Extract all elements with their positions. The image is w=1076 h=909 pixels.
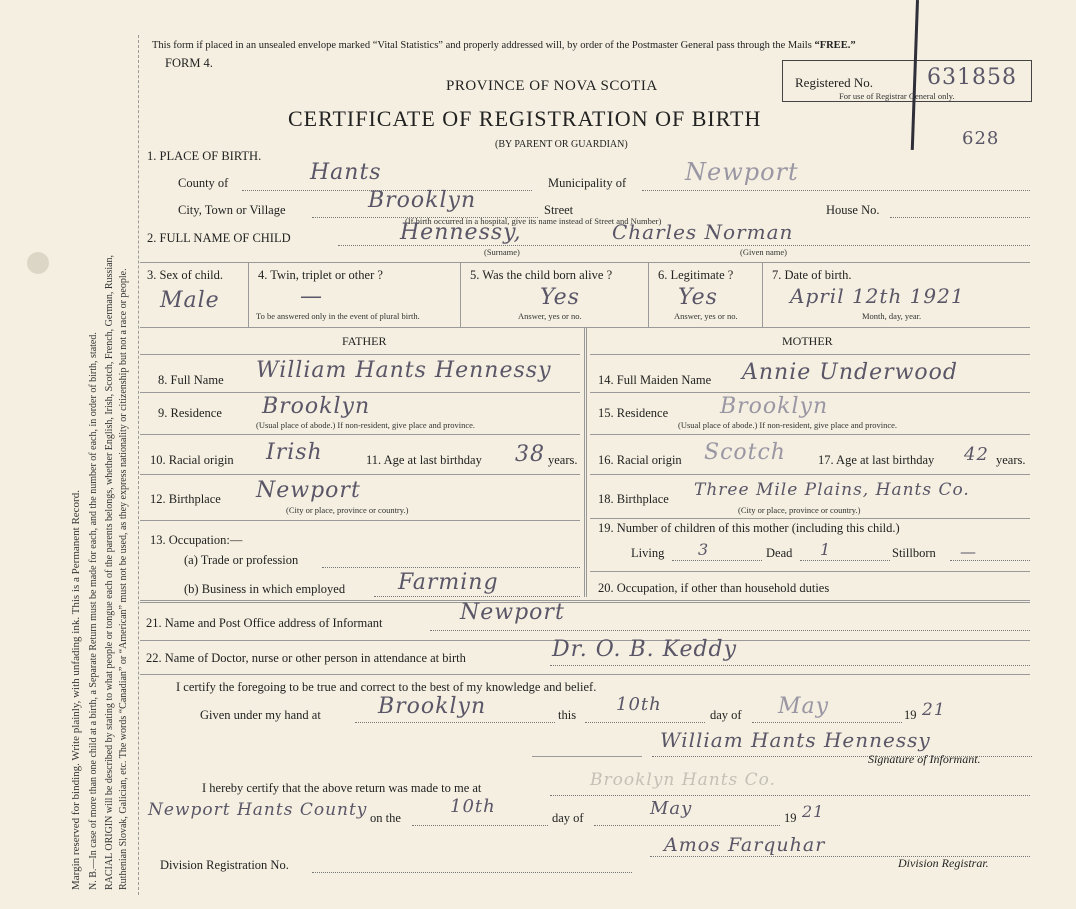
living-line	[672, 560, 762, 561]
father-row-rule-3	[140, 474, 580, 475]
detail-divider-4	[762, 262, 763, 327]
mother-residence-value: Brooklyn	[720, 394, 829, 419]
mother-racial-label: 16. Racial origin	[598, 453, 682, 467]
father-birthplace-value: Newport	[256, 478, 361, 503]
mother-racial-value: Scotch	[704, 440, 786, 465]
registrar-signature: Amos Farquhar	[664, 834, 826, 856]
father-residence-value: Brooklyn	[262, 394, 371, 419]
registrar-day-line	[412, 825, 548, 826]
given-month-line	[752, 722, 902, 723]
dob-value: April 12th 1921	[790, 284, 965, 308]
informant-signature: William Hants Hennessy	[660, 728, 931, 752]
doctor-line	[550, 665, 1030, 666]
certificate-subtitle: (BY PARENT OR GUARDIAN)	[495, 139, 628, 150]
municipality-line	[642, 190, 1030, 191]
postal-notice-text: This form if placed in an unsealed envelope marked “Vital Statistics” and properly addressed will, by order of the Postmaster General pass through the Mails	[152, 40, 812, 51]
mother-birthplace-note: (City or place, province or country.)	[738, 505, 861, 515]
dead-line	[800, 560, 890, 561]
registrar-year-suffix: 21	[802, 802, 825, 821]
legitimate-label: 6. Legitimate ?	[658, 268, 734, 282]
father-birthplace-label: 12. Birthplace	[150, 492, 221, 506]
given-under-label: Given under my hand at	[200, 708, 321, 722]
detail-divider-1	[248, 262, 249, 327]
house-number-line	[890, 217, 1030, 218]
corner-number: 628	[962, 128, 1000, 149]
twin-value: —	[300, 284, 323, 309]
father-business-line	[374, 596, 580, 597]
living-value: 3	[698, 540, 710, 559]
living-label: Living	[631, 546, 665, 560]
mother-age-value: 42	[964, 444, 989, 465]
alive-note: Answer, yes or no.	[518, 311, 582, 321]
mother-children-label: 19. Number of children of this mother (including this child.)	[598, 521, 900, 535]
city-label: City, Town or Village	[178, 203, 286, 217]
county-value: Hants	[310, 160, 382, 185]
county-label: County of	[178, 176, 229, 190]
legitimate-note: Answer, yes or no.	[674, 311, 738, 321]
signature-caption: Signature of Informant.	[868, 752, 981, 766]
row-divider-1	[140, 262, 1030, 263]
alive-value: Yes	[540, 285, 580, 310]
given-day-line	[585, 722, 705, 723]
twin-note: To be answered only in the event of plural birth.	[256, 311, 420, 321]
father-occupation-label: 13. Occupation:—	[150, 533, 243, 547]
father-heading-rule	[140, 354, 580, 355]
registrar-day-value: 10th	[450, 796, 496, 817]
mother-heading-rule	[590, 354, 1030, 355]
mother-name-value: Annie Underwood	[742, 360, 959, 385]
given-year-prefix: 19	[904, 708, 917, 722]
mother-occupation-label: 20. Occupation, if other than household duties	[598, 581, 830, 595]
alive-label: 5. Was the child born alive ?	[470, 268, 613, 282]
surname-caption: (Surname)	[484, 247, 520, 257]
street-label: Street	[544, 203, 574, 217]
mother-birthplace-value: Three Mile Plains, Hants Co.	[694, 480, 970, 500]
row-divider-3	[140, 600, 1030, 603]
child-surname-value: Hennessy,	[400, 220, 522, 245]
father-racial-value: Irish	[266, 440, 323, 465]
father-row-rule-4	[140, 520, 580, 521]
father-row-rule-1	[140, 392, 580, 393]
father-name-label: 8. Full Name	[158, 373, 224, 387]
stillborn-label: Stillborn	[892, 546, 936, 560]
registered-label: Registered No.	[795, 75, 873, 90]
registrar-month-value: May	[650, 798, 693, 819]
detail-divider-2	[460, 262, 461, 327]
punch-hole	[27, 252, 49, 274]
detail-divider-3	[648, 262, 649, 327]
row-divider-5	[140, 674, 1030, 675]
given-place-line	[355, 722, 555, 723]
street-note: (If birth occurred in a hospital, give its name instead of Street and Number)	[405, 216, 662, 226]
division-number-line	[312, 872, 632, 873]
registrar-on-the-label: on the	[370, 811, 401, 825]
binding-margin-rule	[138, 35, 139, 895]
municipality-value: Newport	[685, 158, 799, 186]
informant-value: Newport	[460, 600, 565, 625]
mother-residence-label: 15. Residence	[598, 406, 669, 420]
sex-label: 3. Sex of child.	[147, 268, 224, 282]
certify-statement: I certify the foregoing to be true and correct to the best of my knowledge and belief.	[176, 680, 597, 694]
doctor-value: Dr. O. B. Keddy	[552, 637, 738, 662]
form-number: FORM 4.	[165, 56, 213, 70]
father-racial-label: 10. Racial origin	[150, 453, 234, 467]
postal-notice	[152, 40, 856, 51]
parent-column-divider	[584, 327, 587, 597]
given-year-suffix: 21	[922, 700, 946, 720]
side-note-racial-1: RACIAL ORIGIN will be described by stating to what people or tongue each of the parents belongs, whether English, Irish, Scotch, French, German, Russian,	[104, 254, 115, 890]
registrar-month-line	[594, 825, 780, 826]
mother-name-label: 14. Full Maiden Name	[598, 373, 712, 387]
child-given-value: Charles Norman	[612, 220, 794, 244]
side-note-racial-2: Ruthenian Slovak, Galician, etc. The words “Canadian” or “American” must not be used, as they express nationality or citizenship but not a race or people.	[118, 268, 129, 890]
municipality-label: Municipality of	[548, 176, 627, 190]
house-number-label: House No.	[826, 203, 880, 217]
registrar-place-value: Newport Hants County	[148, 800, 368, 820]
dob-note: Month, day, year.	[862, 311, 922, 321]
side-note-margin: Margin reserved for binding. Write plainly, with unfading ink. This is a Permanent Record.	[70, 490, 82, 890]
father-age-label: 11. Age at last birthday	[366, 453, 482, 467]
father-heading: FATHER	[342, 334, 387, 348]
given-day-of-label: day of	[710, 708, 742, 722]
division-number-label: Division Registration No.	[160, 858, 289, 872]
postal-notice-free: “FREE.”	[814, 40, 856, 51]
city-value: Brooklyn	[368, 188, 477, 213]
province-heading: PROVINCE OF NOVA SCOTIA	[446, 78, 658, 94]
legitimate-value: Yes	[678, 285, 718, 310]
doctor-label: 22. Name of Doctor, nurse or other person in attendance at birth	[146, 651, 466, 665]
registered-number-box	[782, 60, 1032, 102]
division-registrar-label: Division Registrar.	[898, 856, 989, 870]
mother-row-rule-3	[590, 474, 1030, 475]
registered-number: 631858	[927, 65, 1017, 90]
registrar-faded-place: Brooklyn Hants Co.	[590, 770, 776, 790]
father-trade-label: (a) Trade or profession	[184, 553, 299, 567]
child-name-label: 2. FULL NAME OF CHILD	[147, 231, 291, 245]
dead-value: 1	[820, 540, 832, 559]
father-trade-line	[322, 567, 580, 568]
father-years-label: years.	[548, 453, 578, 467]
stillborn-value: —	[960, 542, 977, 561]
dob-label: 7. Date of birth.	[772, 268, 852, 282]
registrar-day-of-label: day of	[552, 811, 584, 825]
mother-row-rule-2	[590, 434, 1030, 435]
given-month-value: May	[778, 694, 830, 719]
this-label: this	[558, 708, 577, 722]
short-rule	[532, 756, 642, 757]
father-residence-label: 9. Residence	[158, 406, 222, 420]
father-name-value: William Hants Hennessy	[256, 358, 552, 383]
father-row-rule-2	[140, 434, 580, 435]
informant-line	[430, 630, 1030, 631]
registrar-year-prefix: 19	[784, 811, 797, 825]
father-age-value: 38	[515, 442, 545, 467]
mother-years-label: years.	[996, 453, 1026, 467]
certificate-title: CERTIFICATE OF REGISTRATION OF BIRTH	[288, 106, 762, 131]
mother-row-rule-5	[590, 571, 1030, 572]
child-name-line	[338, 245, 1030, 246]
twin-label: 4. Twin, triplet or other ?	[258, 268, 383, 282]
father-business-label: (b) Business in which employed	[184, 582, 346, 596]
sex-value: Male	[160, 288, 220, 313]
given-name-caption: (Given name)	[740, 247, 787, 257]
place-of-birth-label: 1. PLACE OF BIRTH.	[147, 149, 262, 163]
side-note-nb: N. B.—In case of more than one child at a birth, a Separate Return must be made for each, and the number of each, in order of birth, stated.	[88, 332, 99, 890]
registrar-statement: I hereby certify that the above return was made to me at	[202, 781, 482, 795]
father-residence-note: (Usual place of abode.) If non-resident, give place and province.	[256, 420, 476, 430]
registrar-place-line	[550, 795, 1030, 796]
mother-row-rule-4	[590, 518, 1030, 519]
given-day-value: 10th	[616, 694, 662, 715]
registered-note: For use of Registrar General only.	[839, 91, 955, 101]
mother-birthplace-label: 18. Birthplace	[598, 492, 669, 506]
informant-label: 21. Name and Post Office address of Informant	[146, 616, 383, 630]
mother-age-label: 17. Age at last birthday	[818, 453, 935, 467]
mother-heading: MOTHER	[782, 334, 833, 348]
father-business-value: Farming	[398, 570, 499, 595]
mother-row-rule-1	[590, 392, 1030, 393]
mother-residence-note: (Usual place of abode.) If non-resident, give place and province.	[678, 420, 898, 430]
given-place-value: Brooklyn	[378, 694, 487, 719]
father-birthplace-note: (City or place, province or country.)	[286, 505, 409, 515]
dead-label: Dead	[766, 546, 793, 560]
